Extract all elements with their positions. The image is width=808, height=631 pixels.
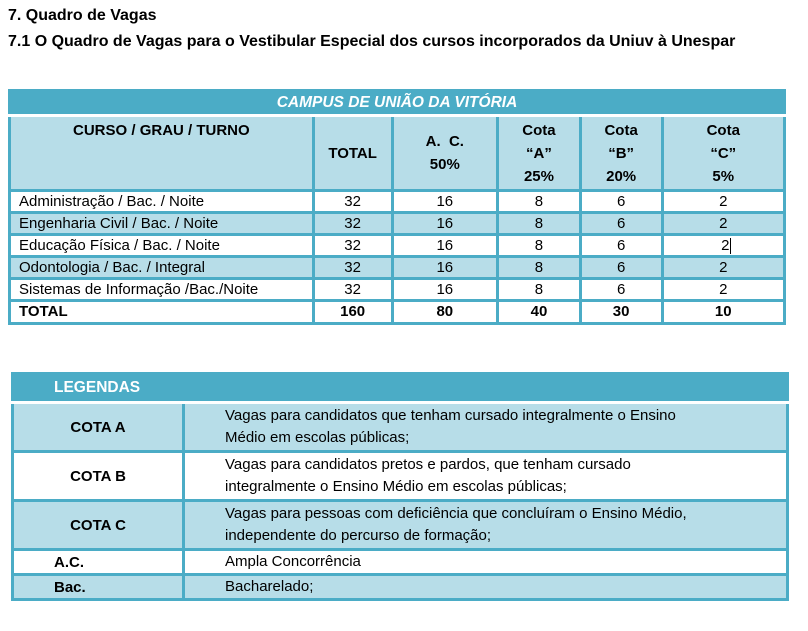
- col-header-cota-a: [498, 116, 581, 191]
- legend-row: [13, 452, 788, 501]
- cell-curso: Educação Física / Bac. / Noite: [10, 235, 314, 257]
- legend-row: [13, 403, 788, 452]
- table-row: [10, 191, 785, 213]
- cell-cota-c: 2: [662, 191, 785, 213]
- cell-cota-b: 6: [580, 279, 662, 301]
- legend-desc-line: Vagas para candidatos pretos e pardos, que tenham cursado: [225, 456, 631, 473]
- cell-ac: 16: [392, 213, 498, 235]
- legend-desc-line: Médio em escolas públicas;: [225, 429, 410, 446]
- cell-cota-c-value: 2: [721, 237, 730, 254]
- vagas-table: [8, 89, 786, 325]
- col-header-cota-c: [662, 116, 785, 191]
- cell-curso: Engenharia Civil / Bac. / Noite: [10, 213, 314, 235]
- cell-cota-c: 2: [662, 257, 785, 279]
- col-header-cota-c-letter: “C”: [710, 144, 737, 162]
- cell-cota-a: 8: [498, 235, 581, 257]
- col-header-cota-b-pct: 20%: [606, 167, 637, 185]
- col-header-cota-a-label: Cota: [522, 121, 556, 139]
- total-cota-b: 30: [580, 301, 662, 324]
- cell-total: 32: [313, 213, 392, 235]
- col-header-cota-c-label: Cota: [706, 121, 740, 139]
- total-total: 160: [313, 301, 392, 324]
- legend-description: [184, 403, 788, 452]
- table-row: [10, 235, 785, 257]
- cell-cota-c-editing[interactable]: [662, 235, 785, 257]
- cell-curso: Sistemas de Informação /Bac./Noite: [10, 279, 314, 301]
- legend-row: [13, 550, 788, 575]
- cell-curso: Odontologia / Bac. / Integral: [10, 257, 314, 279]
- total-row: [10, 301, 785, 324]
- col-header-ac-pct: 50%: [429, 156, 460, 173]
- cell-cota-b: 6: [580, 213, 662, 235]
- total-ac: 80: [392, 301, 498, 324]
- text-cursor: [730, 238, 731, 254]
- cell-cota-c: 2: [662, 279, 785, 301]
- legend-row: [13, 575, 788, 600]
- col-header-total: TOTAL: [313, 116, 392, 191]
- col-header-cota-c-pct: 5%: [712, 167, 735, 185]
- cell-total: 32: [313, 191, 392, 213]
- legend-description: Bacharelado;: [184, 575, 788, 600]
- legend-description: Ampla Concorrência: [184, 550, 788, 575]
- cell-cota-a: 8: [498, 279, 581, 301]
- cell-ac: 16: [392, 235, 498, 257]
- legend-key: COTA A: [13, 403, 184, 452]
- legend-title: LEGENDAS: [13, 374, 788, 403]
- legend-desc-line: Vagas para candidatos que tenham cursado integralmente o Ensino: [225, 407, 676, 424]
- cell-ac: 16: [392, 279, 498, 301]
- legend-key: A.C.: [13, 550, 184, 575]
- table-row: [10, 213, 785, 235]
- subsection-heading: 7.1 O Quadro de Vagas para o Vestibular Especial dos cursos incorporados da Uniuv à Unespar: [8, 33, 736, 50]
- legend-description: [184, 452, 788, 501]
- cell-ac: 16: [392, 257, 498, 279]
- cell-total: 32: [313, 257, 392, 279]
- legend-row: [13, 501, 788, 550]
- section-heading: 7. Quadro de Vagas: [8, 7, 157, 24]
- col-header-ac-label: A. C.: [425, 133, 464, 150]
- cell-cota-c: 2: [662, 213, 785, 235]
- legend-desc-line: Vagas para pessoas com deficiência que concluíram o Ensino Médio,: [225, 505, 687, 522]
- legend-key: Bac.: [13, 575, 184, 600]
- total-cota-c: 10: [662, 301, 785, 324]
- col-header-cota-a-pct: 25%: [523, 167, 554, 185]
- cell-cota-b: 6: [580, 257, 662, 279]
- cell-total: 32: [313, 235, 392, 257]
- col-header-ac: [392, 116, 498, 191]
- cell-cota-b: 6: [580, 191, 662, 213]
- total-cota-a: 40: [498, 301, 581, 324]
- cell-cota-a: 8: [498, 191, 581, 213]
- legend-description: [184, 501, 788, 550]
- campus-title: CAMPUS DE UNIÃO DA VITÓRIA: [10, 91, 785, 116]
- legend-desc-line: integralmente o Ensino Médio em escolas públicas;: [225, 478, 567, 495]
- total-label: TOTAL: [10, 301, 314, 324]
- col-header-curso: CURSO / GRAU / TURNO: [10, 116, 314, 191]
- cell-cota-a: 8: [498, 213, 581, 235]
- col-header-cota-b-label: Cota: [604, 121, 638, 139]
- cell-cota-a: 8: [498, 257, 581, 279]
- cell-cota-b: 6: [580, 235, 662, 257]
- col-header-cota-b-letter: “B”: [608, 144, 635, 162]
- table-row: [10, 279, 785, 301]
- legend-key: COTA B: [13, 452, 184, 501]
- legend-table: [11, 372, 789, 601]
- cell-curso: Administração / Bac. / Noite: [10, 191, 314, 213]
- col-header-cota-a-letter: “A”: [526, 144, 552, 162]
- legend-key: COTA C: [13, 501, 184, 550]
- cell-ac: 16: [392, 191, 498, 213]
- legend-desc-line: independente do percurso de formação;: [225, 527, 492, 544]
- col-header-cota-b: [580, 116, 662, 191]
- table-row: [10, 257, 785, 279]
- cell-total: 32: [313, 279, 392, 301]
